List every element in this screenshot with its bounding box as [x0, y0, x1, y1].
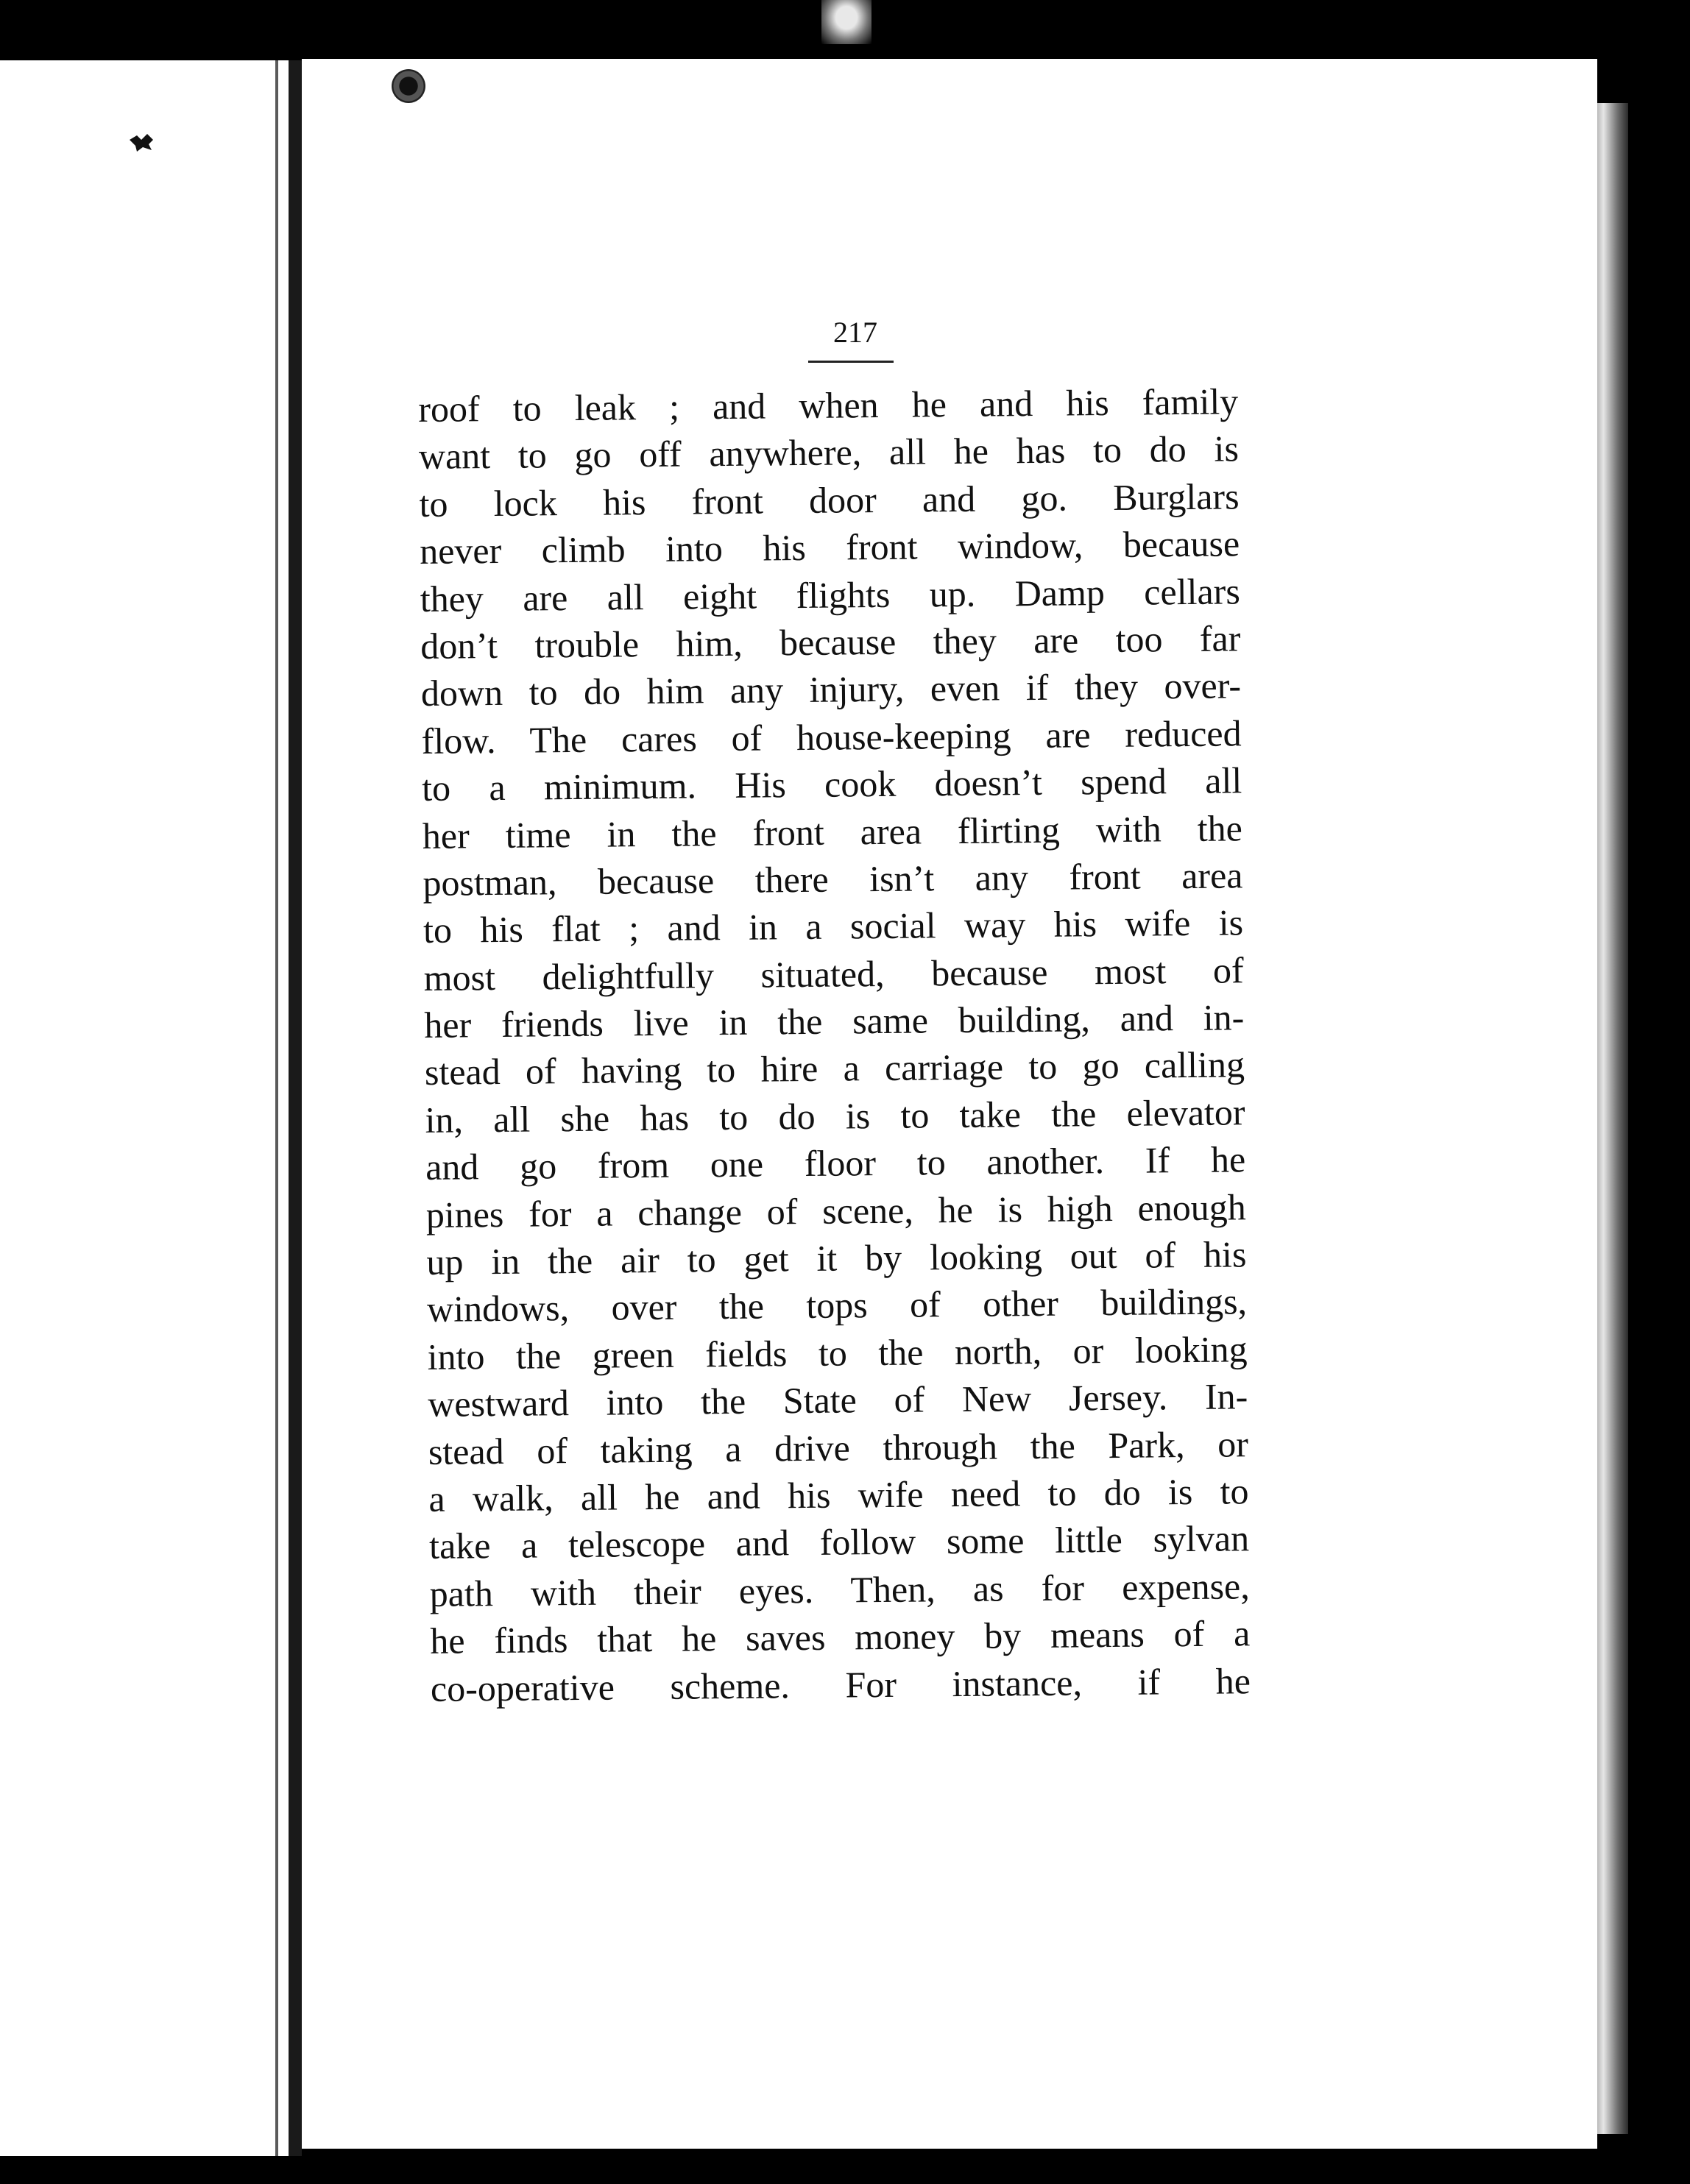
- text-line: windows, over the tops of other buildings,: [426, 1280, 1248, 1330]
- text-line: down to do him any injury, even if they over-: [420, 664, 1242, 715]
- book-gutter: [289, 60, 302, 2156]
- text-line: a walk, all he and his wife need to do is to: [428, 1470, 1249, 1520]
- page-body-text: [418, 377, 1251, 1712]
- text-line: westward into the State of New Jersey. In-: [428, 1375, 1248, 1425]
- page-number-rule: [808, 361, 894, 363]
- text-line: in, all she has to do is to take the elevator: [425, 1091, 1245, 1141]
- text-line: they are all eight flights up. Damp cellars: [420, 570, 1240, 620]
- text-line: her friends live in the same building, and in-: [424, 996, 1245, 1046]
- text-line: most delightfully situated, because most of: [423, 949, 1244, 999]
- text-line: stead of having to hire a carriage to go calling: [424, 1043, 1245, 1093]
- page-number: 217: [833, 316, 877, 349]
- text-line: roof to leak ; and when he and his family: [418, 380, 1239, 430]
- text-line: into the green fields to the north, or looking: [427, 1328, 1248, 1378]
- text-line: to a minimum. His cook doesn’t spend all: [421, 759, 1242, 809]
- text-line: co-operative scheme. For instance, if he: [430, 1659, 1251, 1709]
- facing-page: [0, 60, 289, 2156]
- text-line: pines for a change of scene, he is high enough: [425, 1185, 1247, 1235]
- text-line: path with their eyes. Then, as for expense,: [429, 1564, 1250, 1614]
- text-line: and go from one floor to another. If he: [425, 1138, 1246, 1188]
- text-line: to his flat ; and in a social way his wife is: [422, 901, 1244, 951]
- text-line: stead of taking a drive through the Park, or: [428, 1422, 1249, 1472]
- text-line: he finds that he saves money by means of a: [430, 1612, 1251, 1662]
- text-line: up in the air to get it by looking out of his: [426, 1233, 1247, 1283]
- text-line: want to go off anywhere, all he has to do is: [418, 428, 1240, 478]
- punch-hole-icon: [392, 69, 425, 103]
- facing-page-edge: [275, 60, 278, 2156]
- ink-blot-icon: [127, 132, 156, 153]
- text-line: don’t trouble him, because they are too far: [420, 617, 1241, 667]
- text-line: to lock his front door and go. Burglars: [419, 475, 1240, 525]
- text-line: postman, because there isn’t any front area: [422, 854, 1243, 904]
- text-line: never climb into his front window, because: [419, 522, 1240, 572]
- text-line: flow. The cares of house-keeping are reduced: [421, 712, 1242, 762]
- scan-glare: [821, 0, 871, 44]
- text-line: take a telescope and follow some little sylvan: [428, 1517, 1250, 1567]
- text-line: her time in the front area flirting with the: [422, 806, 1243, 857]
